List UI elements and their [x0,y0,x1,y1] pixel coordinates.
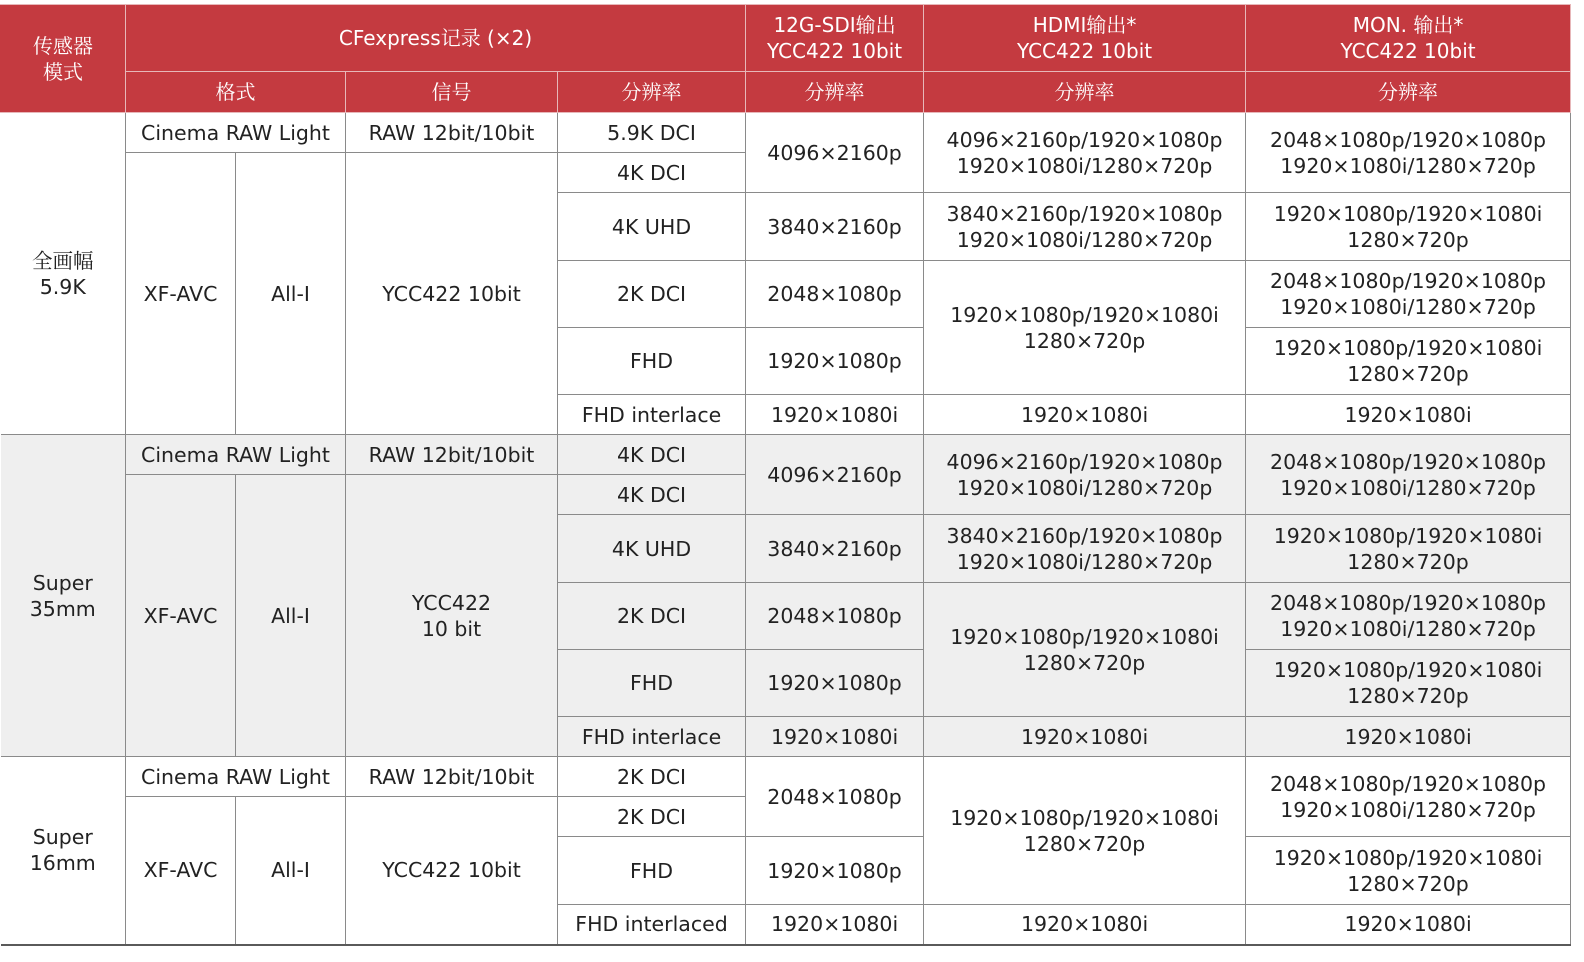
header-mon: MON. 输出* YCC422 10bit [1246,5,1571,72]
signal-cell: RAW 12bit/10bit [346,757,558,797]
mon-cell: 2048×1080p/1920×1080p 1920×1080i/1280×720p [1246,261,1571,328]
mon-cell: 1920×1080p/1920×1080i 1280×720p [1246,650,1571,717]
format-cell: Cinema RAW Light [126,435,346,475]
resolution-cell: FHD [558,837,746,905]
table-row [1,757,1571,797]
sdi-cell: 1920×1080i [746,395,924,435]
signal-cell: YCC422 10bit [346,153,558,435]
sdi-cell: 1920×1080i [746,905,924,945]
signal-cell: RAW 12bit/10bit [346,435,558,475]
hdmi-cell: 1920×1080i [924,905,1246,945]
table-row [1,435,1571,475]
table-header [1,5,1571,113]
header-format: 格式 [126,72,346,113]
hdmi-cell: 1920×1080p/1920×1080i 1280×720p [924,261,1246,395]
compression-cell: All-I [236,475,346,757]
mon-cell: 2048×1080p/1920×1080p 1920×1080i/1280×720p [1246,435,1571,515]
resolution-cell: 4K UHD [558,193,746,261]
header-mon-resolution: 分辨率 [1246,72,1571,113]
resolution-cell: FHD [558,650,746,717]
resolution-cell: 4K DCI [558,475,746,515]
header-hdmi-resolution: 分辨率 [924,72,1246,113]
resolution-cell: 2K DCI [558,583,746,650]
signal-cell: YCC422 10bit [346,797,558,945]
sdi-cell: 1920×1080i [746,717,924,757]
resolution-cell: FHD interlace [558,395,746,435]
format-cell: XF-AVC [126,475,236,757]
mon-cell: 1920×1080i [1246,905,1571,945]
sdi-cell: 1920×1080p [746,650,924,717]
format-cell: XF-AVC [126,797,236,945]
format-cell: Cinema RAW Light [126,113,346,153]
hdmi-cell: 1920×1080p/1920×1080i 1280×720p [924,583,1246,717]
header-hdmi: HDMI输出* YCC422 10bit [924,5,1246,72]
mon-cell: 2048×1080p/1920×1080p 1920×1080i/1280×720p [1246,583,1571,650]
resolution-cell: 4K DCI [558,435,746,475]
resolution-cell: 4K UHD [558,515,746,583]
resolution-cell: 2K DCI [558,797,746,837]
hdmi-cell: 1920×1080i [924,395,1246,435]
hdmi-cell: 4096×2160p/1920×1080p 1920×1080i/1280×720p [924,113,1246,193]
sdi-cell: 3840×2160p [746,193,924,261]
hdmi-cell: 1920×1080i [924,717,1246,757]
sdi-cell: 2048×1080p [746,261,924,328]
resolution-cell: 5.9K DCI [558,113,746,153]
signal-cell: YCC422 10 bit [346,475,558,757]
hdmi-cell: 3840×2160p/1920×1080p 1920×1080i/1280×720p [924,193,1246,261]
header-signal: 信号 [346,72,558,113]
group-fullframe [1,113,1571,435]
resolution-cell: 2K DCI [558,757,746,797]
mon-cell: 1920×1080i [1246,717,1571,757]
header-sdi: 12G-SDI输出 YCC422 10bit [746,5,924,72]
header-sensor-mode: 传感器 模式 [1,5,126,113]
group-super35 [1,435,1571,757]
resolution-cell: 2K DCI [558,261,746,328]
mon-cell: 1920×1080p/1920×1080i 1280×720p [1246,837,1571,905]
group-super16 [1,757,1571,945]
table-row [1,113,1571,153]
header-resolution: 分辨率 [558,72,746,113]
resolution-cell: FHD interlaced [558,905,746,945]
resolution-cell: FHD [558,328,746,395]
mon-cell: 2048×1080p/1920×1080p 1920×1080i/1280×720p [1246,757,1571,837]
compression-cell: All-I [236,153,346,435]
sdi-cell: 3840×2160p [746,515,924,583]
sensor-mode-cell: 全画幅 5.9K [1,113,126,435]
mon-cell: 1920×1080p/1920×1080i 1280×720p [1246,515,1571,583]
sdi-cell: 2048×1080p [746,757,924,837]
header-sdi-resolution: 分辨率 [746,72,924,113]
sensor-mode-cell: Super 16mm [1,757,126,945]
resolution-cell: 4K DCI [558,153,746,193]
mon-cell: 1920×1080p/1920×1080i 1280×720p [1246,193,1571,261]
sdi-cell: 4096×2160p [746,435,924,515]
sensor-mode-cell: Super 35mm [1,435,126,757]
sdi-cell: 4096×2160p [746,113,924,193]
resolution-cell: FHD interlace [558,717,746,757]
spec-table [0,4,1571,946]
hdmi-cell: 4096×2160p/1920×1080p 1920×1080i/1280×720p [924,435,1246,515]
sdi-cell: 1920×1080p [746,328,924,395]
format-cell: Cinema RAW Light [126,757,346,797]
header-cfexpress: CFexpress记录 (×2) [126,5,746,72]
format-cell: XF-AVC [126,153,236,435]
hdmi-cell: 1920×1080p/1920×1080i 1280×720p [924,757,1246,905]
mon-cell: 2048×1080p/1920×1080p 1920×1080i/1280×720p [1246,113,1571,193]
sdi-cell: 1920×1080p [746,837,924,905]
sdi-cell: 2048×1080p [746,583,924,650]
compression-cell: All-I [236,797,346,945]
signal-cell: RAW 12bit/10bit [346,113,558,153]
mon-cell: 1920×1080i [1246,395,1571,435]
mon-cell: 1920×1080p/1920×1080i 1280×720p [1246,328,1571,395]
hdmi-cell: 3840×2160p/1920×1080p 1920×1080i/1280×720p [924,515,1246,583]
